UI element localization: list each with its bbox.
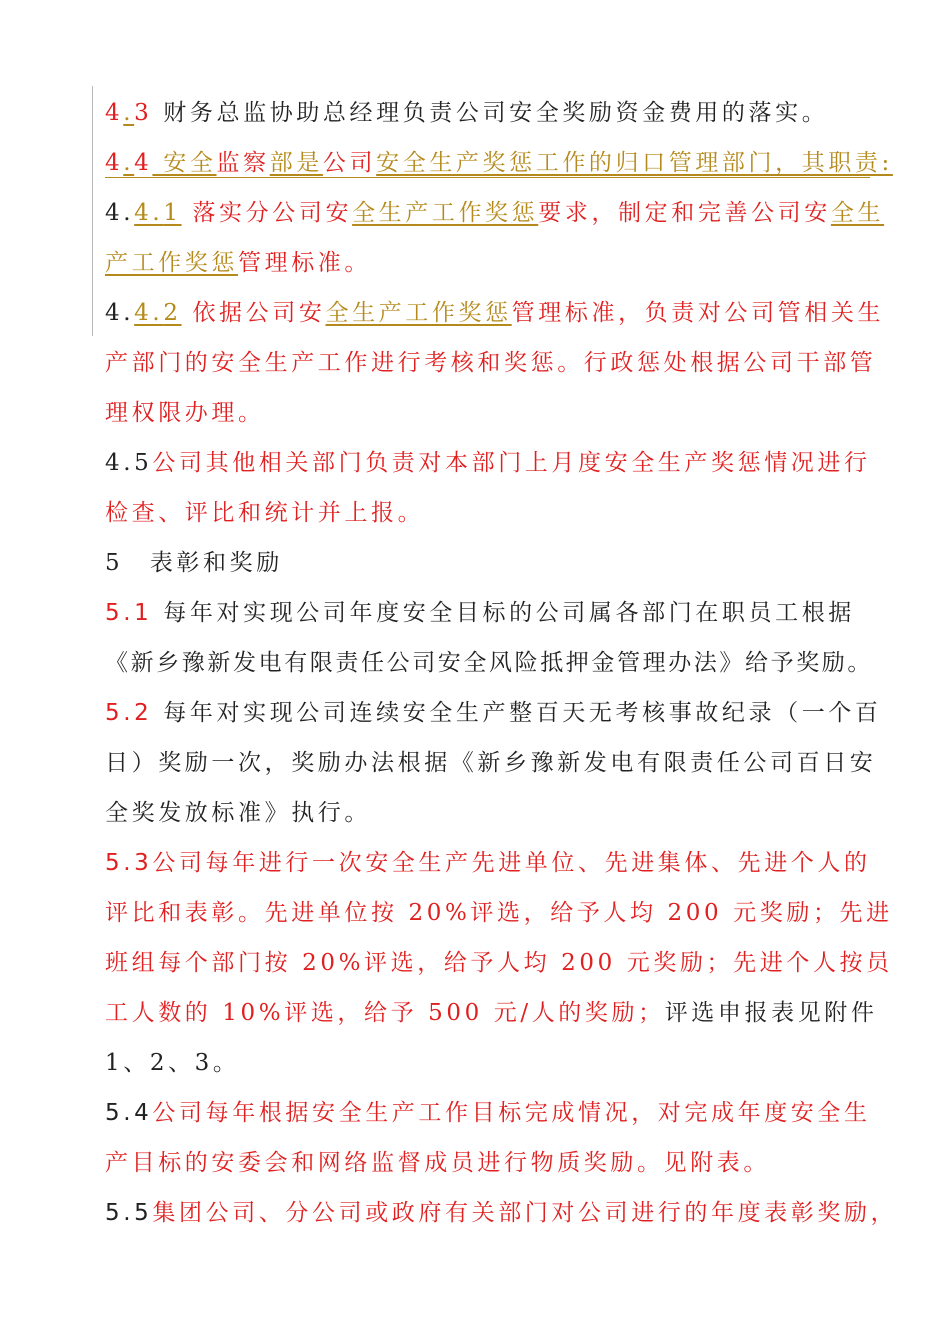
- para-text: 监察: [216, 150, 270, 176]
- para-5-5: [105, 1198, 897, 1228]
- para-5-1-cont: 《新乡豫新发电有限责任公司安全风险抵押金管理办法》给予奖励。: [105, 650, 873, 676]
- clause-number: 4.5: [105, 450, 153, 476]
- para-text: 集团公司、分公司或政府有关部门对公司进行的年度表彰奖励，: [152, 1200, 898, 1226]
- clause-dot: 4.: [134, 200, 164, 226]
- clause-number: 5.1: [105, 600, 153, 626]
- para-5-3: [105, 848, 871, 878]
- para-text: 工人数的 10%评选，给予 500 元/人的奖励；: [105, 1000, 665, 1026]
- para-text: 要求，制定和完善公司安: [538, 200, 831, 226]
- para-text: 管理标准。: [238, 250, 371, 276]
- clause-dot: .: [123, 100, 135, 126]
- revised-text: 安全: [152, 150, 217, 176]
- para-text: 公司其他相关部门负责对本部门上月度安全生产奖惩情况进行: [152, 450, 871, 476]
- clause-number: 4.: [105, 300, 135, 326]
- para-text: 每年对实现公司年度安全目标的公司属各部门在职员工根据: [152, 600, 855, 626]
- clause-number: 5.3: [105, 850, 153, 876]
- para-5-3-end: 1、2、3。: [105, 1050, 240, 1076]
- para-5-3-cont-3: [105, 998, 878, 1028]
- para-4-5-cont: 检查、评比和统计并上报。: [105, 500, 425, 526]
- para-5-1: [105, 598, 855, 628]
- para-4-4-1: [105, 198, 884, 228]
- para-5-2-cont: 日）奖励一次，奖励办法根据《新乡豫新发电有限责任公司百日安: [105, 750, 877, 776]
- para-5-2: [105, 698, 882, 728]
- revised-text: 部是: [269, 150, 323, 176]
- para-text: 财务总监协助总经理负责公司安全奖励资金费用的落实。: [152, 100, 829, 126]
- revised-text: 产工作奖惩: [105, 250, 238, 276]
- revision-margin-bar: [92, 86, 93, 336]
- clause-number: 4: [105, 150, 124, 176]
- clause-number-sub: 2: [163, 300, 182, 326]
- clause-number: 5.2: [105, 700, 153, 726]
- para-text: 评选申报表见附件: [664, 1000, 878, 1026]
- para-text: 每年对实现公司连续安全生产整百天无考核事故纪录（一个百: [152, 700, 882, 726]
- para-text: 公司每年进行一次安全生产先进单位、先进集体、先进个人的: [152, 850, 871, 876]
- clause-number-sub: 4: [134, 150, 153, 176]
- clause-number-sub: 3: [134, 100, 153, 126]
- para-4-4-2-cont: 产部门的安全生产工作进行考核和奖惩。行政惩处根据公司干部管: [105, 350, 877, 376]
- revised-text: 全生: [830, 200, 885, 226]
- para-4-5: [105, 448, 871, 478]
- clause-number-sub: 1: [163, 200, 182, 226]
- clause-number: 5.4: [105, 1100, 153, 1126]
- clause-number: 4.: [105, 200, 135, 226]
- para-text: 公司: [322, 150, 377, 176]
- para-5-3-cont-2: 班组每个部门按 20%评选，给予人均 200 元奖励；先进个人按员: [105, 950, 893, 976]
- para-5-3-cont-1: 评比和表彰。先进单位按 20%评选，给予人均 200 元奖励；先进: [105, 900, 893, 926]
- clause-dot: 4.: [134, 300, 164, 326]
- para-5-4-cont: 产目标的安委会和网络监督成员进行物质奖励。见附表。: [105, 1150, 770, 1176]
- para-4-4-2: [105, 298, 884, 328]
- clause-number: 5.5: [105, 1200, 153, 1226]
- revised-text: 全生产工作奖惩: [352, 200, 539, 226]
- para-4-3: [105, 98, 828, 128]
- para-text: 公司每年根据安全生产工作目标完成情况，对完成年度安全生: [152, 1100, 871, 1126]
- clause-dot: .: [123, 150, 135, 176]
- para-4-4: [105, 148, 893, 178]
- para-text: 落实分公司安: [181, 200, 353, 226]
- para-4-4-1-cont: [105, 248, 371, 278]
- revised-text: 安全生产奖惩工作的归口管理部门，其职责:: [376, 150, 893, 176]
- para-text: 依据公司安: [181, 300, 326, 326]
- revised-text: 全生产工作奖惩: [325, 300, 512, 326]
- clause-number: 4: [105, 100, 124, 126]
- para-5-2-end: 全奖发放标准》执行。: [105, 800, 371, 826]
- section-heading-5: 5 表彰和奖励: [105, 550, 283, 576]
- para-4-4-2-end: 理权限办理。: [105, 400, 265, 426]
- para-5-4: [105, 1098, 871, 1128]
- para-text: 管理标准，负责对公司管相关生: [511, 300, 885, 326]
